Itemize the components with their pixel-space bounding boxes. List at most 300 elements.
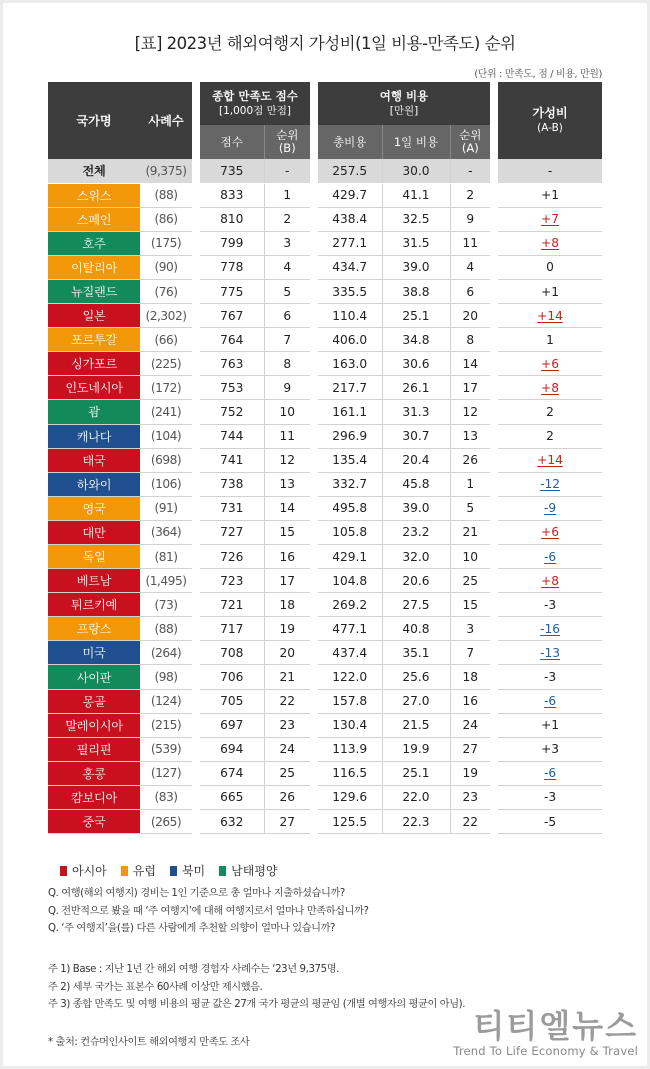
value-cell [498,496,602,520]
score-cell: 753 [200,376,264,400]
header-score-rank-sub: (B) [278,141,296,155]
footnote-line: 주 3) 종합 만족도 및 여행 비용의 평균 값은 27개 국가 평균의 평균임 (개별 여행자의 평균이 아님). [48,999,466,1010]
sample-cell: (698) [140,448,192,472]
table-row [48,737,602,761]
value-cell [498,810,602,834]
cost-rank-cell: 4 [450,255,490,279]
total-cost-rank: - [450,159,490,183]
legend-label: 아시아 [72,864,107,878]
table-row [48,304,602,328]
country-cell: 사이판 [48,665,140,689]
value-cell [498,617,602,641]
value-cell [498,472,602,496]
total-cost-cell: 116.5 [318,761,382,785]
score-rank-cell: 9 [264,376,310,400]
total-total-cost: 257.5 [318,159,382,183]
sample-cell: (265) [140,810,192,834]
value-text: +14 [537,308,563,323]
value-text: -9 [543,501,557,516]
total-cost-cell: 438.4 [318,207,382,231]
legend-swatch [121,866,128,876]
region-legend [60,862,278,879]
value-cell [498,207,602,231]
score-rank-cell: 22 [264,689,310,713]
daily-cost-cell: 20.6 [382,569,450,593]
score-rank-cell: 7 [264,328,310,352]
table-row [48,472,602,496]
cost-rank-cell: 13 [450,424,490,448]
country-cell: 인도네시아 [48,376,140,400]
country-cell: 독일 [48,545,140,569]
daily-cost-cell: 20.4 [382,448,450,472]
score-rank-cell: 16 [264,545,310,569]
value-text: +8 [541,236,560,251]
country-cell: 호주 [48,231,140,255]
source-note: * 출처: 컨슈머인사이트 해외여행지 만족도 조사 [48,1037,250,1048]
score-rank-cell: 2 [264,207,310,231]
score-rank-cell: 14 [264,496,310,520]
country-cell: 대만 [48,520,140,544]
header-daily-cost: 1일 비용 [382,125,450,159]
total-cost-cell: 332.7 [318,472,382,496]
header-cost [318,82,490,125]
sample-cell: (172) [140,376,192,400]
header-satisfaction [200,82,310,125]
header-satisfaction-title: 종합 만족도 점수 [212,88,298,103]
value-cell [498,279,602,303]
sample-cell: (124) [140,689,192,713]
header-value [498,82,602,159]
cost-rank-cell: 25 [450,569,490,593]
value-cell [498,352,602,376]
score-cell: 778 [200,255,264,279]
daily-cost-cell: 25.1 [382,761,450,785]
sample-cell: (98) [140,665,192,689]
total-score-rank: - [264,159,310,183]
total-cost-cell: 434.7 [318,255,382,279]
sample-cell: (241) [140,400,192,424]
sample-cell: (104) [140,424,192,448]
value-cell [498,641,602,665]
legend-swatch [170,866,177,876]
footnote-line: 주 2) 세부 국가는 표본수 60사례 이상만 제시했음. [48,981,263,993]
score-cell: 731 [200,496,264,520]
header-cost-rank-sub: (A) [461,141,479,155]
value-text: -16 [540,621,560,636]
score-rank-cell: 1 [264,183,310,207]
total-cost-cell: 125.5 [318,810,382,834]
cost-rank-cell: 23 [450,785,490,809]
daily-cost-cell: 27.5 [382,593,450,617]
daily-cost-cell: 19.9 [382,737,450,761]
table-row [48,352,602,376]
total-cost-cell: 335.5 [318,279,382,303]
total-cost-cell: 122.0 [318,665,382,689]
daily-cost-cell: 25.6 [382,665,450,689]
value-cell [498,255,602,279]
table-row [48,545,602,569]
score-rank-cell: 4 [264,255,310,279]
country-cell: 홍콩 [48,761,140,785]
daily-cost-cell: 31.5 [382,231,450,255]
cost-rank-cell: 22 [450,810,490,834]
table-row [48,641,602,665]
country-cell: 미국 [48,641,140,665]
total-score: 735 [200,159,264,183]
table-row [48,207,602,231]
total-cost-cell: 157.8 [318,689,382,713]
table-row [48,448,602,472]
score-cell: 833 [200,183,264,207]
legend-label: 남태평양 [231,864,278,878]
score-cell: 721 [200,593,264,617]
total-value: - [498,159,602,183]
table-row [48,665,602,689]
country-cell: 말레이시아 [48,713,140,737]
score-rank-cell: 23 [264,713,310,737]
cost-rank-cell: 12 [450,400,490,424]
value-text: +1 [541,284,560,299]
legend-item [60,862,107,879]
total-cost-cell: 269.2 [318,593,382,617]
score-cell: 752 [200,400,264,424]
country-cell: 괌 [48,400,140,424]
score-cell: 738 [200,472,264,496]
header-value-title: 가성비 [532,105,568,120]
sample-cell: (364) [140,520,192,544]
daily-cost-cell: 40.8 [382,617,450,641]
score-cell: 723 [200,569,264,593]
table-row [48,785,602,809]
table-row [48,617,602,641]
table-row [48,231,602,255]
daily-cost-cell: 32.0 [382,545,450,569]
daily-cost-cell: 30.6 [382,352,450,376]
score-cell: 764 [200,328,264,352]
score-cell: 697 [200,713,264,737]
value-text: -3 [543,597,557,612]
table-row [48,569,602,593]
header-cost-sub: [만원] [389,104,419,117]
country-cell: 영국 [48,496,140,520]
header-cost-rank-title: 순위 [459,128,482,142]
country-cell: 필리핀 [48,737,140,761]
daily-cost-cell: 32.5 [382,207,450,231]
score-rank-cell: 24 [264,737,310,761]
score-cell: 632 [200,810,264,834]
value-cell [498,400,602,424]
country-cell: 하와이 [48,472,140,496]
total-cost-cell: 217.7 [318,376,382,400]
score-rank-cell: 3 [264,231,310,255]
daily-cost-cell: 30.7 [382,424,450,448]
value-text: -6 [543,549,557,564]
daily-cost-cell: 25.1 [382,304,450,328]
score-cell: 665 [200,785,264,809]
value-text: -6 [543,694,557,709]
score-cell: 706 [200,665,264,689]
country-cell: 뉴질랜드 [48,279,140,303]
score-cell: 694 [200,737,264,761]
value-text: 0 [546,260,554,275]
value-text: -6 [543,766,557,781]
value-cell [498,328,602,352]
sample-cell: (88) [140,617,192,641]
header-value-sub: (A-B) [537,121,563,134]
value-cell [498,737,602,761]
value-cell [498,231,602,255]
sample-cell: (264) [140,641,192,665]
table-row [48,400,602,424]
daily-cost-cell: 23.2 [382,520,450,544]
footnotes [48,961,465,1014]
header-score: 점수 [200,125,264,159]
country-cell: 베트남 [48,569,140,593]
total-cost-cell: 163.0 [318,352,382,376]
cost-rank-cell: 1 [450,472,490,496]
value-text: +14 [537,453,563,468]
cost-rank-cell: 5 [450,496,490,520]
cost-rank-cell: 10 [450,545,490,569]
score-cell: 726 [200,545,264,569]
cost-rank-cell: 19 [450,761,490,785]
sample-cell: (2,302) [140,304,192,328]
survey-questions [48,885,368,938]
value-cell [498,593,602,617]
cost-rank-cell: 8 [450,328,490,352]
value-cell [498,569,602,593]
table-row [48,328,602,352]
cost-rank-cell: 2 [450,183,490,207]
header-satisfaction-sub: [1,000점 만점] [218,104,292,117]
table-row [48,376,602,400]
value-text: +1 [541,188,560,203]
value-text: 2 [546,404,554,419]
total-country: 전체 [48,159,140,183]
daily-cost-cell: 22.3 [382,810,450,834]
total-daily-cost: 30.0 [382,159,450,183]
cost-rank-cell: 3 [450,617,490,641]
country-cell: 몽골 [48,689,140,713]
country-cell: 튀르키예 [48,593,140,617]
value-text: -12 [540,477,560,492]
score-rank-cell: 11 [264,424,310,448]
daily-cost-cell: 45.8 [382,472,450,496]
cost-rank-cell: 9 [450,207,490,231]
header-score-rank-title: 순위 [276,128,299,142]
table-row [48,279,602,303]
country-cell: 프랑스 [48,617,140,641]
sample-cell: (91) [140,496,192,520]
country-cell: 캄보디아 [48,785,140,809]
sample-cell: (539) [140,737,192,761]
value-text: 2 [546,429,554,444]
page-title: [표] 2023년 해외여행지 가성비(1일 비용-만족도) 순위 [134,34,516,53]
table-row [48,689,602,713]
table-row [48,810,602,834]
cost-rank-cell: 17 [450,376,490,400]
value-text: 1 [546,332,554,347]
legend-item [219,862,277,879]
total-cost-cell: 113.9 [318,737,382,761]
table-row [48,255,602,279]
country-cell: 캐나다 [48,424,140,448]
value-cell [498,448,602,472]
logo-sub-text: Trend To Life Economy & Travel [453,1044,638,1058]
country-cell: 싱가포르 [48,352,140,376]
question-line: Q. 전반적으로 봤을 때 ‘주 여행지’에 대해 여행지로서 얼마나 만족하십니까? [48,905,369,917]
ttl-news-logo [453,1008,638,1058]
score-rank-cell: 19 [264,617,310,641]
score-rank-cell: 8 [264,352,310,376]
value-text: +6 [541,356,560,371]
sample-cell: (106) [140,472,192,496]
cost-rank-cell: 11 [450,231,490,255]
sample-cell: (175) [140,231,192,255]
table-row [48,520,602,544]
score-cell: 727 [200,520,264,544]
country-cell: 일본 [48,304,140,328]
total-cost-cell: 110.4 [318,304,382,328]
score-rank-cell: 10 [264,400,310,424]
country-cell: 스페인 [48,207,140,231]
value-text: -5 [543,814,557,829]
total-cost-cell: 495.8 [318,496,382,520]
total-cost-cell: 130.4 [318,713,382,737]
sample-cell: (225) [140,352,192,376]
score-cell: 741 [200,448,264,472]
score-cell: 674 [200,761,264,785]
header-cost-title: 여행 비용 [379,88,429,103]
daily-cost-cell: 35.1 [382,641,450,665]
country-cell: 중국 [48,810,140,834]
header-total-cost: 총비용 [318,125,382,159]
total-cost-cell: 277.1 [318,231,382,255]
country-cell: 스위스 [48,183,140,207]
legend-label: 유럽 [132,864,156,878]
value-cell [498,424,602,448]
score-cell: 799 [200,231,264,255]
score-rank-cell: 12 [264,448,310,472]
score-cell: 717 [200,617,264,641]
cost-rank-cell: 16 [450,689,490,713]
daily-cost-cell: 39.0 [382,255,450,279]
sample-cell: (86) [140,207,192,231]
value-cell [498,713,602,737]
country-cell: 포르투갈 [48,328,140,352]
sample-cell: (83) [140,785,192,809]
total-cost-cell: 437.4 [318,641,382,665]
value-text: +6 [541,525,560,540]
sample-cell: (66) [140,328,192,352]
header-sample: 사례수 [140,82,192,159]
score-cell: 705 [200,689,264,713]
total-cost-cell: 135.4 [318,448,382,472]
score-rank-cell: 21 [264,665,310,689]
value-text: -3 [543,790,557,805]
score-rank-cell: 27 [264,810,310,834]
cost-rank-cell: 18 [450,665,490,689]
table-row [48,713,602,737]
cost-rank-cell: 14 [450,352,490,376]
daily-cost-cell: 38.8 [382,279,450,303]
legend-swatch [219,866,226,876]
daily-cost-cell: 21.5 [382,713,450,737]
total-cost-cell: 406.0 [318,328,382,352]
score-rank-cell: 6 [264,304,310,328]
cost-rank-cell: 21 [450,520,490,544]
value-text: -13 [540,645,560,660]
score-cell: 775 [200,279,264,303]
score-rank-cell: 17 [264,569,310,593]
daily-cost-cell: 39.0 [382,496,450,520]
score-cell: 708 [200,641,264,665]
value-cell [498,665,602,689]
total-cost-cell: 429.1 [318,545,382,569]
unit-note: (단위 : 만족도, 점 / 비용, 만원) [474,69,602,80]
value-cell [498,376,602,400]
logo-main-text: 티티엘뉴스 [473,1007,638,1045]
value-cell [498,761,602,785]
sample-cell: (73) [140,593,192,617]
footnote-line: 주 1) Base : 지난 1년 간 해외 여행 경험자 사례수는 ‘23년 9,375명. [48,964,339,975]
sample-cell: (215) [140,713,192,737]
value-cell [498,520,602,544]
total-sample: (9,375) [140,159,192,183]
table-row [48,496,602,520]
sample-cell: (127) [140,761,192,785]
country-cell: 태국 [48,448,140,472]
cost-rank-cell: 27 [450,737,490,761]
daily-cost-cell: 41.1 [382,183,450,207]
score-rank-cell: 26 [264,785,310,809]
score-rank-cell: 15 [264,520,310,544]
cost-rank-cell: 7 [450,641,490,665]
sample-cell: (90) [140,255,192,279]
value-cell [498,689,602,713]
value-text: +8 [541,573,560,588]
value-text: +1 [541,718,560,733]
value-text: +8 [541,380,560,395]
value-cell [498,545,602,569]
total-cost-cell: 429.7 [318,183,382,207]
table-row [48,761,602,785]
total-cost-cell: 477.1 [318,617,382,641]
score-rank-cell: 20 [264,641,310,665]
score-rank-cell: 13 [264,472,310,496]
score-cell: 744 [200,424,264,448]
table-row [48,424,602,448]
score-rank-cell: 18 [264,593,310,617]
score-rank-cell: 5 [264,279,310,303]
total-cost-cell: 296.9 [318,424,382,448]
value-text: -3 [543,670,557,685]
sample-cell: (81) [140,545,192,569]
legend-label: 북미 [181,864,206,878]
score-cell: 810 [200,207,264,231]
question-line: Q. ‘주 여행지’을(를) 다른 사람에게 추천할 의향이 얼마나 있습니까? [48,923,336,934]
sample-cell: (1,495) [140,569,192,593]
daily-cost-cell: 27.0 [382,689,450,713]
value-cell [498,183,602,207]
daily-cost-cell: 26.1 [382,376,450,400]
total-cost-cell: 105.8 [318,520,382,544]
cost-rank-cell: 15 [450,593,490,617]
country-cell: 이탈리아 [48,255,140,279]
total-row [48,159,602,183]
cost-rank-cell: 20 [450,304,490,328]
header-cost-rank [450,125,490,159]
